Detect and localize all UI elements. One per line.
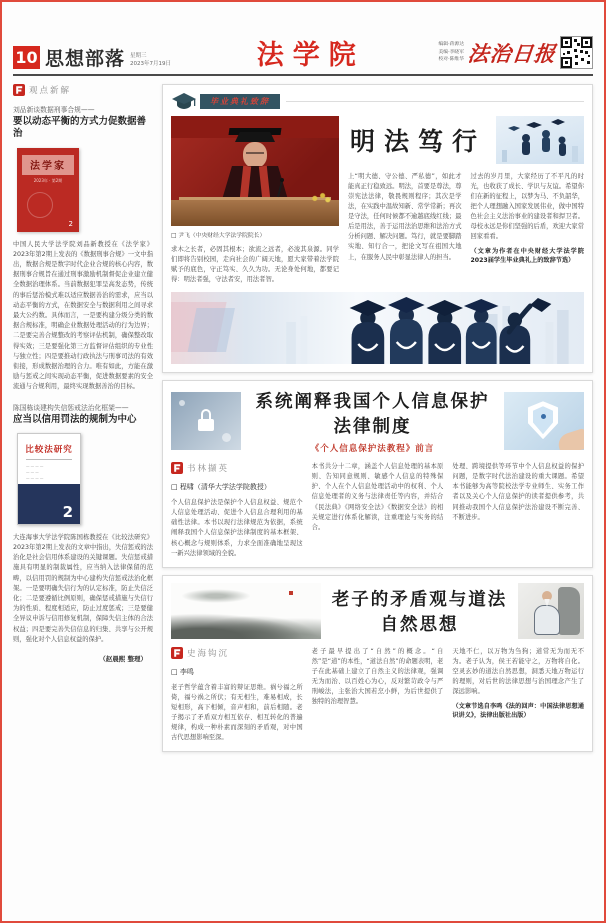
graduation-ribbon — [171, 92, 280, 110]
laozi-col3-wrap — [452, 647, 584, 743]
flag-logo-icon — [171, 647, 183, 659]
masthead-logo: 法治日报 — [466, 41, 558, 66]
credit-editor: 编辑·蒋源达 — [438, 41, 464, 47]
header-left — [13, 46, 183, 69]
feature-title-row — [348, 116, 584, 164]
journal-issue-number: 2 — [68, 219, 73, 228]
pipl-title-block — [249, 388, 496, 454]
pipl-text-col2: 本书共分十二章，涵盖个人信息处理的基本原则、告知同意规则、敏感个人信息的特殊保护、个人在个人信息处理活动中的权利、个人信息处理者的义务与法律责任等内容，并结合《民法典》《网络安全法》《数据安全法》的相关规定进行体系化解读，注重理论与实务的结合。 — [311, 463, 444, 531]
feature-text-col1: 求木之长者，必固其根本；欲流之远者，必浚其泉源。同学们即将告别校园，走向社会的广阔天地，愿大家带着法学院赋予的底色，守正笃实、久久为功。无论身处何地，都要记得：明法者强，守法者安，用法者智。 — [171, 246, 339, 284]
journal2-toc: — — — — — — — — — — — — [26, 459, 72, 482]
section-label-history — [171, 647, 303, 659]
pipl-article-box — [162, 380, 593, 567]
laozi-col1-wrap — [171, 647, 303, 743]
left-column — [13, 84, 153, 759]
pipl-text-col3: 处理、跨境提供等环节中个人信息权益的保护问题，是数字时代法治建设的重大课题。希望本书能够为高等院校法学专业师生、实务工作者以及关心个人信息保护的读者提供参考，共同推动我国个人信息保护法治建设不断完善、不断进步。 — [452, 463, 585, 521]
article1-headline: 要以动态平衡的方式力促数据善治 — [13, 116, 147, 140]
laozi-text-col2: 老子最早提出了“自然”的概念。“自然”是“道”的本性，“道法自然”的命题表明，老子在此基础上建立了自然主义的法律观，强调无为而治、以百姓心为心，反对繁苛政令与严刑峻法，主张治大国若烹小鲜，为后世提供了独特的治理智慧。 — [311, 647, 444, 705]
photo-caption: □ 尹飞（中央财经大学法学院院长） — [171, 233, 266, 239]
ink-landscape-image — [171, 583, 321, 639]
page-body — [13, 84, 593, 759]
feature-body — [171, 116, 584, 285]
section-label-opinions — [13, 84, 153, 96]
main-column — [162, 84, 593, 759]
feature-text-col2: 上“明大德、守公德、严私德”，如此才能真正行稳致远。明法，首要是尊法，尊崇宪法法律，敬畏规则程序；其次是学法，在实践中温故知新、常学常新；再次是守法，任何时候都不逾越底线红线；最后是用法，善于运用法治思维和法治方式分析问题、解决问题。笃行，就是要脚踏实地、知行合一，把论文写在祖国大地上，在服务人民中彰显法律人的担当。 — [348, 173, 462, 261]
laozi-text-col3: 天地不仁，以万物为刍狗；道常无为而无不为。老子认为，侯王若能守之，万物将自化。空灵玄妙的道法自然思想，洞悉天地万物运行的理则，对后世的法律思想与治国理念产生了深远影响。 — [452, 647, 585, 695]
laozi-title: 老子的矛盾观与道法自然思想 — [331, 589, 508, 635]
feature-ribbon-row — [171, 92, 584, 110]
journal-issue: 2023年 · 第2期 — [33, 177, 63, 183]
section-label-text: 书林撷英 — [187, 464, 230, 475]
article1-body: 中国人民大学法学院刘品新教授在《法学家》2023年第2期上发表的《数据刑事合规》一文中指出，数据合规是数字时代企业合规的核心内容，数据刑事合规旨在通过刑事激励机制督促企业建立健全数据治理体系。当前数据犯罪呈高发态势，传统的事后惩治模式难以适应数据善治的需求，应当以动态平衡的方式，在数据安全与数据利用之间寻求最大公约数。具体而言，一是要构建分级分类的数据合规标准，明确企业数据处理活动的行为边界；二是要完善合规整改的考察评估机制，确保整改取得实效；三是要强化第三方监督评估组织的专业性与独立性；四是要推动行政执法与刑事司法的有效衔接，形成数据治理的合力。唯有如此，方能在激励与惩戒之间实现动态平衡，促进数据要素的安全流通与合规利用，最终实现数据善治的目标。 — [13, 240, 153, 391]
edition-title: 法学院 — [256, 40, 365, 71]
ribbon-divider — [286, 101, 584, 102]
laozi-illustration — [518, 583, 584, 639]
graduation-cap-icon — [171, 92, 197, 110]
feature-article-box — [162, 84, 593, 373]
feature-col3-wrap — [471, 172, 585, 264]
pipl-body — [171, 462, 584, 558]
speaker-photo — [171, 116, 339, 226]
laozi-header — [171, 583, 584, 639]
pipl-subtitle: 《个人信息保护法教程》前言 — [310, 444, 435, 455]
journal-cover-faxuejia — [17, 148, 79, 232]
pipl-title: 系统阐释我国个人信息保护法律制度 — [255, 392, 490, 438]
feature-title: 明法笃行 — [349, 127, 486, 156]
article1-kicker: 刘品新谈数据刑事合规—— — [13, 106, 95, 114]
page-header — [13, 36, 593, 76]
journal2-title: 比较法研究 — [25, 444, 73, 455]
weekday: 星期三 — [130, 52, 147, 59]
pipl-text-col1: 个人信息保护法是保护个人信息权益、规范个人信息处理活动、促进个人信息合理利用的基础性法律。本书以现行法律规范为依据，系统阐释我国个人信息保护法律制度的基本框架、核心概念与规则体系，力求全面准确地呈现这一新兴法律领域的全貌。 — [171, 499, 303, 557]
journal-seal-icon — [27, 192, 53, 218]
credit-proofreader: 校对·陈维华 — [438, 57, 464, 63]
laozi-author: □ 李鸣 — [171, 667, 194, 676]
laozi-credit: （文章节选自李鸣《法的回声：中国法律思想通识讲义》，法律出版社出版） — [452, 702, 585, 719]
header-center — [183, 42, 438, 69]
journal-title: 法学家 — [30, 161, 66, 173]
section-label-books — [171, 462, 303, 474]
cap-toss-illustration — [496, 116, 584, 164]
page-number: 10 — [13, 46, 40, 69]
article1-byline: （赵晨熙 整理） — [99, 654, 147, 663]
section-label-text: 观点新解 — [29, 86, 72, 96]
feature-credit: （文章为作者在中央财经大学法学院2023届学生毕业典礼上的致辞节选） — [470, 248, 584, 265]
flag-logo-icon — [171, 462, 183, 474]
section-label-text: 史海钩沉 — [187, 648, 230, 659]
graduates-illustration — [171, 292, 584, 364]
feature-column-1 — [171, 116, 339, 285]
feature-text-col3: 过去的岁月里，大家经历了不平凡的时光，也收获了成长、学识与友谊。希望你们在新的征程上，以梦为马、不负韶华，把个人理想融入国家发展伟业，做中国特色社会主义法治事业的建设者和捍卫者。母校永远是你们坚强的后盾，欢迎大家常回家看看。 — [470, 173, 584, 241]
ribbon-label: 毕业典礼致辞 — [200, 94, 280, 109]
seal-icon — [289, 591, 293, 595]
date: 2023年7月19日 — [130, 60, 172, 67]
section-name: 思想部落 — [45, 48, 126, 70]
cyber-lock-image — [171, 392, 241, 450]
journal2-issue-number: 2 — [62, 502, 73, 521]
pipl-author: □ 程啸（清华大学法学院教授） — [171, 483, 271, 492]
credit-designer: 美编·李晓军 — [438, 49, 464, 55]
header-right — [438, 36, 593, 69]
article2-body: 大连海事大学法学院陈国栋教授在《比较法研究》2023年第2期上发表的文章中指出，失信惩戒的法治化是社会信用体系建设的关键课题。失信惩戒措施具有明显的制裁属性，应当纳入法律保留的范畴，以信用罚的规制为中心建构失信惩戒法治化框架。一是要明确失信行为的认定标准，防止失信泛化；二是要遵循比例原则，确保惩戒措施与失信行为的性质、程度相适应，防止过度惩戒；三是要健全异议申诉与信用修复机制，保障失信主体的合法权益；四是要完善失信信息的归集、共享与公开规则，强化对个人信息权益的保护。 — [13, 533, 153, 643]
date-block — [130, 52, 171, 70]
laozi-article-box — [162, 575, 593, 752]
pipl-col1-wrap — [171, 462, 303, 558]
hand-icon — [556, 428, 584, 450]
laozi-text-col1: 老子哲学蕴含着丰富的辩证思维。祸兮福之所倚，福兮祸之所伏；有无相生，难易相成，长短相形，高下相倾，音声相和，前后相随。老子揭示了矛盾双方相互依存、相互转化的普遍规律，构成一种朴素而深刻的矛盾观，对中国古代思想影响至深。 — [171, 683, 303, 741]
pipl-header — [171, 388, 584, 454]
qr-code-icon — [560, 36, 593, 69]
staff-credits — [438, 41, 464, 64]
feature-right — [348, 116, 584, 285]
feature-columns — [348, 172, 584, 264]
journal-cover-bijiaofa — [17, 433, 81, 525]
article2-headline: 应当以信用罚法的规制为中心 — [13, 413, 137, 425]
laozi-body — [171, 647, 584, 743]
shield-touch-image — [504, 392, 584, 450]
flag-logo-icon — [13, 84, 25, 96]
article2-kicker: 陈国栋谈建构失信惩戒法治化框架—— — [13, 403, 129, 412]
